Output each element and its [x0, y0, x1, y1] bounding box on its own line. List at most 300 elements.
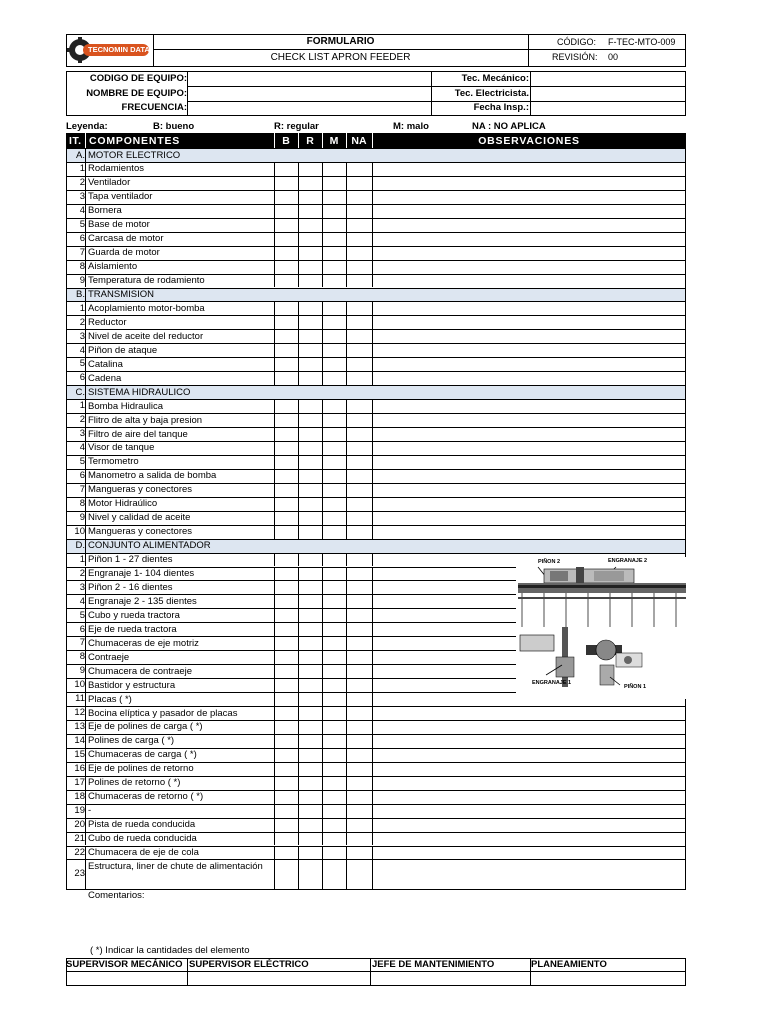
check-cell-r[interactable]: [299, 735, 321, 747]
check-cell-m[interactable]: [323, 428, 345, 440]
item-component: Rodamientos: [88, 163, 144, 175]
check-cell-r[interactable]: [299, 163, 321, 175]
check-cell-na[interactable]: [347, 330, 371, 342]
check-cell-m[interactable]: [323, 609, 345, 621]
check-cell-r[interactable]: [299, 693, 321, 705]
check-cell-m[interactable]: [323, 219, 345, 231]
legend-malo: M: malo: [393, 121, 429, 132]
check-cell-b[interactable]: [275, 484, 297, 496]
check-cell-m[interactable]: [323, 205, 345, 217]
check-cell-r[interactable]: [299, 498, 321, 510]
check-cell-na[interactable]: [347, 358, 371, 370]
check-cell-b[interactable]: [275, 442, 297, 454]
check-cell-na[interactable]: [347, 763, 371, 775]
check-cell-b[interactable]: [275, 400, 297, 412]
check-cell-b[interactable]: [275, 637, 297, 649]
check-cell-m[interactable]: [323, 777, 345, 789]
item-number: 19: [74, 804, 85, 816]
item-number: 1: [79, 163, 85, 175]
check-cell-r[interactable]: [299, 372, 321, 384]
check-cell-r[interactable]: [299, 456, 321, 468]
check-cell-r[interactable]: [299, 205, 321, 217]
check-cell-na[interactable]: [347, 414, 371, 426]
check-cell-na[interactable]: [347, 623, 371, 635]
observaciones-cell[interactable]: [373, 233, 685, 245]
check-cell-b[interactable]: [275, 205, 297, 217]
check-cell-na[interactable]: [347, 191, 371, 203]
form-label: FORMULARIO: [306, 36, 375, 47]
check-cell-m[interactable]: [323, 554, 345, 566]
check-cell-b[interactable]: [275, 177, 297, 189]
check-cell-na[interactable]: [347, 665, 371, 677]
check-cell-m[interactable]: [323, 665, 345, 677]
check-cell-r[interactable]: [299, 470, 321, 482]
check-cell-m[interactable]: [323, 163, 345, 175]
observaciones-cell[interactable]: [373, 344, 685, 356]
check-cell-b[interactable]: [275, 261, 297, 273]
check-cell-b[interactable]: [275, 665, 297, 677]
label-pinon2: PIÑON 2: [538, 559, 561, 565]
check-cell-r[interactable]: [299, 526, 321, 538]
check-cell-na[interactable]: [347, 177, 371, 189]
section-letter: B.: [76, 289, 85, 300]
check-cell-b[interactable]: [275, 595, 297, 607]
check-cell-b[interactable]: [275, 707, 297, 719]
check-cell-r[interactable]: [299, 261, 321, 273]
item-component: Mangueras y conectores: [88, 526, 193, 538]
check-cell-m[interactable]: [323, 470, 345, 482]
check-cell-m[interactable]: [323, 177, 345, 189]
check-cell-m[interactable]: [323, 358, 345, 370]
item-component: Bornera: [88, 205, 122, 217]
observaciones-cell[interactable]: [373, 860, 685, 887]
tec-electricista-field[interactable]: [531, 87, 685, 100]
check-cell-na[interactable]: [347, 484, 371, 496]
check-cell-b[interactable]: [275, 163, 297, 175]
item-number: 2: [79, 414, 85, 426]
item-component: Eje de rueda tractora: [88, 623, 177, 635]
observaciones-cell[interactable]: [373, 177, 685, 189]
check-cell-na[interactable]: [347, 428, 371, 440]
check-cell-r[interactable]: [299, 623, 321, 635]
item-component: Motor Hidraúlico: [88, 498, 158, 510]
observaciones-cell[interactable]: [373, 456, 685, 468]
check-cell-na[interactable]: [347, 554, 371, 566]
item-number: 3: [79, 330, 85, 342]
item-component: Cadena: [88, 372, 122, 384]
section-letter: D.: [75, 540, 85, 552]
check-cell-b[interactable]: [275, 428, 297, 440]
check-cell-m[interactable]: [323, 679, 345, 691]
col-observaciones: OBSERVACIONES: [478, 135, 580, 147]
check-cell-b[interactable]: [275, 651, 297, 663]
check-cell-b[interactable]: [275, 735, 297, 747]
check-cell-na[interactable]: [347, 470, 371, 482]
observaciones-cell[interactable]: [373, 247, 685, 259]
item-number: 4: [79, 344, 85, 356]
check-cell-na[interactable]: [347, 219, 371, 231]
observaciones-cell[interactable]: [373, 833, 685, 845]
observaciones-cell[interactable]: [373, 191, 685, 203]
observaciones-cell[interactable]: [373, 358, 685, 370]
codigo-equipo-field[interactable]: [188, 72, 430, 85]
check-cell-m[interactable]: [323, 526, 345, 538]
item-number: 4: [79, 595, 85, 607]
check-cell-m[interactable]: [323, 749, 345, 761]
check-cell-na[interactable]: [347, 679, 371, 691]
check-cell-m[interactable]: [323, 860, 345, 887]
check-cell-b[interactable]: [275, 219, 297, 231]
check-cell-b[interactable]: [275, 344, 297, 356]
comentarios-field[interactable]: [88, 903, 686, 939]
check-cell-m[interactable]: [323, 651, 345, 663]
item-component: Chumaceras de eje motriz: [88, 637, 199, 649]
check-cell-r[interactable]: [299, 316, 321, 328]
item-component: Bocina elíptica y pasador de placas: [88, 707, 238, 719]
check-cell-b[interactable]: [275, 358, 297, 370]
check-cell-m[interactable]: [323, 247, 345, 259]
check-cell-m[interactable]: [323, 721, 345, 733]
observaciones-cell[interactable]: [373, 470, 685, 482]
item-number: 9: [79, 511, 85, 523]
check-cell-m[interactable]: [323, 805, 345, 817]
check-cell-b[interactable]: [275, 554, 297, 566]
item-component: Chumaceras de retorno ( *): [88, 791, 204, 803]
check-cell-r[interactable]: [299, 721, 321, 733]
observaciones-cell[interactable]: [373, 163, 685, 175]
check-cell-b[interactable]: [275, 470, 297, 482]
check-cell-b[interactable]: [275, 777, 297, 789]
check-cell-r[interactable]: [299, 819, 321, 831]
check-cell-r[interactable]: [299, 637, 321, 649]
sig-planeamiento: PLANEAMIENTO: [531, 959, 607, 970]
check-cell-na[interactable]: [347, 637, 371, 649]
check-cell-r[interactable]: [299, 679, 321, 691]
observaciones-cell[interactable]: [373, 512, 685, 524]
item-number: 4: [79, 442, 85, 454]
check-cell-na[interactable]: [347, 693, 371, 705]
codigo-value: F-TEC-MTO-009: [608, 37, 676, 47]
item-component: Flitro de alta y baja presion: [88, 414, 203, 426]
check-cell-r[interactable]: [299, 442, 321, 454]
check-cell-na[interactable]: [347, 456, 371, 468]
check-cell-b[interactable]: [275, 526, 297, 538]
check-cell-na[interactable]: [347, 498, 371, 510]
revision-value: 00: [608, 52, 619, 62]
item-number: 8: [79, 497, 85, 509]
sig-field-planeamiento[interactable]: [531, 972, 685, 985]
check-cell-b[interactable]: [275, 414, 297, 426]
observaciones-cell[interactable]: [373, 763, 685, 775]
item-component: Temperatura de rodamiento: [88, 275, 205, 287]
check-cell-na[interactable]: [347, 344, 371, 356]
check-cell-r[interactable]: [299, 275, 321, 287]
check-cell-na[interactable]: [347, 860, 371, 887]
check-cell-m[interactable]: [323, 763, 345, 775]
check-cell-b[interactable]: [275, 833, 297, 845]
form-title: CHECK LIST APRON FEEDER: [270, 52, 411, 63]
check-cell-b[interactable]: [275, 805, 297, 817]
check-cell-m[interactable]: [323, 372, 345, 384]
item-number: 3: [79, 191, 85, 203]
item-component: Pista de rueda conducida: [88, 819, 196, 831]
check-cell-r[interactable]: [299, 847, 321, 859]
check-cell-r[interactable]: [299, 833, 321, 845]
check-cell-m[interactable]: [323, 344, 345, 356]
item-number: 6: [79, 232, 85, 244]
check-cell-r[interactable]: [299, 233, 321, 245]
observaciones-cell[interactable]: [373, 749, 685, 761]
observaciones-cell[interactable]: [373, 275, 685, 287]
nombre-equipo-label: NOMBRE DE EQUIPO:: [86, 88, 187, 99]
check-cell-m[interactable]: [323, 191, 345, 203]
check-cell-m[interactable]: [323, 498, 345, 510]
check-cell-r[interactable]: [299, 344, 321, 356]
item-number: 6: [79, 372, 85, 384]
nombre-equipo-field[interactable]: [188, 87, 430, 100]
check-cell-r[interactable]: [299, 595, 321, 607]
check-cell-m[interactable]: [323, 623, 345, 635]
check-cell-na[interactable]: [347, 372, 371, 384]
item-number: 6: [79, 623, 85, 635]
check-cell-na[interactable]: [347, 400, 371, 412]
col-componentes: COMPONENTES: [89, 135, 181, 147]
check-cell-b[interactable]: [275, 860, 297, 887]
observaciones-cell[interactable]: [373, 735, 685, 747]
check-cell-na[interactable]: [347, 609, 371, 621]
check-cell-na[interactable]: [347, 707, 371, 719]
check-cell-r[interactable]: [299, 358, 321, 370]
check-cell-r[interactable]: [299, 554, 321, 566]
item-number: 22: [74, 846, 85, 858]
item-component: Nivel y calidad de aceite: [88, 512, 191, 524]
check-cell-b[interactable]: [275, 330, 297, 342]
check-cell-m[interactable]: [323, 847, 345, 859]
check-cell-na[interactable]: [347, 749, 371, 761]
check-cell-b[interactable]: [275, 456, 297, 468]
check-cell-na[interactable]: [347, 302, 371, 314]
check-cell-na[interactable]: [347, 205, 371, 217]
comentarios-label: Comentarios:: [88, 890, 145, 901]
check-cell-na[interactable]: [347, 275, 371, 287]
observaciones-cell[interactable]: [373, 526, 685, 538]
check-cell-m[interactable]: [323, 233, 345, 245]
observaciones-cell[interactable]: [373, 484, 685, 496]
check-cell-r[interactable]: [299, 581, 321, 593]
check-cell-b[interactable]: [275, 233, 297, 245]
check-cell-m[interactable]: [323, 693, 345, 705]
observaciones-cell[interactable]: [373, 777, 685, 789]
check-cell-na[interactable]: [347, 595, 371, 607]
fecha-insp-field[interactable]: [531, 102, 685, 115]
check-cell-m[interactable]: [323, 568, 345, 580]
check-cell-m[interactable]: [323, 595, 345, 607]
check-cell-m[interactable]: [323, 456, 345, 468]
item-number: 14: [74, 735, 85, 747]
check-cell-m[interactable]: [323, 833, 345, 845]
section-title: MOTOR ELECTRICO: [88, 149, 181, 161]
observaciones-cell[interactable]: [373, 302, 685, 314]
item-number: 21: [74, 832, 85, 844]
check-cell-r[interactable]: [299, 763, 321, 775]
frecuencia-field[interactable]: [188, 102, 430, 115]
check-cell-na[interactable]: [347, 721, 371, 733]
tec-mecanico-field[interactable]: [531, 72, 685, 85]
check-cell-r[interactable]: [299, 512, 321, 524]
check-cell-m[interactable]: [323, 316, 345, 328]
check-cell-r[interactable]: [299, 568, 321, 580]
check-cell-r[interactable]: [299, 247, 321, 259]
check-cell-na[interactable]: [347, 581, 371, 593]
observaciones-cell[interactable]: [373, 819, 685, 831]
item-number: 5: [79, 218, 85, 230]
check-cell-r[interactable]: [299, 777, 321, 789]
item-number: 20: [74, 818, 85, 830]
check-cell-b[interactable]: [275, 512, 297, 524]
check-cell-r[interactable]: [299, 860, 321, 887]
item-component: Bomba Hidraulica: [88, 400, 163, 412]
check-cell-b[interactable]: [275, 302, 297, 314]
check-cell-na[interactable]: [347, 735, 371, 747]
check-cell-na[interactable]: [347, 651, 371, 663]
check-cell-b[interactable]: [275, 247, 297, 259]
check-cell-r[interactable]: [299, 791, 321, 803]
check-cell-m[interactable]: [323, 275, 345, 287]
check-cell-na[interactable]: [347, 791, 371, 803]
check-cell-na[interactable]: [347, 233, 371, 245]
check-cell-na[interactable]: [347, 261, 371, 273]
observaciones-cell[interactable]: [373, 414, 685, 426]
check-cell-r[interactable]: [299, 707, 321, 719]
check-cell-b[interactable]: [275, 623, 297, 635]
check-cell-b[interactable]: [275, 372, 297, 384]
check-cell-r[interactable]: [299, 191, 321, 203]
item-component: Chumacera de contraeje: [88, 665, 193, 677]
observaciones-cell[interactable]: [373, 261, 685, 273]
check-cell-b[interactable]: [275, 721, 297, 733]
check-cell-b[interactable]: [275, 679, 297, 691]
check-cell-r[interactable]: [299, 749, 321, 761]
observaciones-cell[interactable]: [373, 847, 685, 859]
sig-field-electrico[interactable]: [188, 972, 369, 985]
check-cell-na[interactable]: [347, 805, 371, 817]
item-number: 1: [79, 302, 85, 314]
section-letter: A.: [76, 149, 85, 161]
check-cell-b[interactable]: [275, 581, 297, 593]
sig-supervisor-electrico: SUPERVISOR ELÉCTRICO: [189, 959, 309, 970]
check-cell-m[interactable]: [323, 414, 345, 426]
item-number: 10: [74, 679, 85, 691]
check-cell-b[interactable]: [275, 609, 297, 621]
check-cell-m[interactable]: [323, 484, 345, 496]
item-component: Polines de carga ( *): [88, 735, 175, 747]
item-number: 7: [79, 484, 85, 496]
observaciones-cell[interactable]: [373, 721, 685, 733]
check-cell-na[interactable]: [347, 526, 371, 538]
check-cell-na[interactable]: [347, 847, 371, 859]
observaciones-cell[interactable]: [373, 219, 685, 231]
check-cell-m[interactable]: [323, 819, 345, 831]
observaciones-cell[interactable]: [373, 707, 685, 719]
check-cell-m[interactable]: [323, 581, 345, 593]
sig-field-mecanico[interactable]: [67, 972, 186, 985]
check-cell-na[interactable]: [347, 568, 371, 580]
check-cell-na[interactable]: [347, 512, 371, 524]
check-cell-r[interactable]: [299, 302, 321, 314]
check-cell-r[interactable]: [299, 428, 321, 440]
check-cell-na[interactable]: [347, 247, 371, 259]
codigo-label: CÓDIGO:: [557, 37, 597, 47]
item-number: 5: [79, 358, 85, 370]
check-cell-b[interactable]: [275, 316, 297, 328]
observaciones-cell[interactable]: [373, 428, 685, 440]
col-na: NA: [351, 135, 367, 147]
check-cell-r[interactable]: [299, 651, 321, 663]
check-cell-b[interactable]: [275, 191, 297, 203]
observaciones-cell[interactable]: [373, 498, 685, 510]
check-cell-na[interactable]: [347, 442, 371, 454]
check-cell-b[interactable]: [275, 847, 297, 859]
check-cell-r[interactable]: [299, 414, 321, 426]
check-cell-m[interactable]: [323, 707, 345, 719]
check-cell-m[interactable]: [323, 442, 345, 454]
check-cell-b[interactable]: [275, 498, 297, 510]
check-cell-na[interactable]: [347, 316, 371, 328]
check-cell-r[interactable]: [299, 400, 321, 412]
check-cell-r[interactable]: [299, 805, 321, 817]
item-number: 9: [79, 665, 85, 677]
item-number: 23: [74, 868, 85, 880]
check-cell-r[interactable]: [299, 484, 321, 496]
observaciones-cell[interactable]: [373, 791, 685, 803]
sig-field-jefe[interactable]: [371, 972, 529, 985]
observaciones-cell[interactable]: [373, 400, 685, 412]
sig-jefe-mantenimiento: JEFE DE MANTENIMIENTO: [372, 959, 495, 970]
check-cell-b[interactable]: [275, 819, 297, 831]
check-cell-m[interactable]: [323, 302, 345, 314]
observaciones-cell[interactable]: [373, 372, 685, 384]
check-cell-na[interactable]: [347, 163, 371, 175]
check-cell-m[interactable]: [323, 735, 345, 747]
observaciones-cell[interactable]: [373, 330, 685, 342]
check-cell-b[interactable]: [275, 693, 297, 705]
observaciones-cell[interactable]: [373, 805, 685, 817]
check-cell-m[interactable]: [323, 330, 345, 342]
check-cell-m[interactable]: [323, 791, 345, 803]
check-cell-na[interactable]: [347, 777, 371, 789]
check-cell-b[interactable]: [275, 749, 297, 761]
check-cell-r[interactable]: [299, 177, 321, 189]
check-cell-r[interactable]: [299, 219, 321, 231]
check-cell-b[interactable]: [275, 275, 297, 287]
check-cell-b[interactable]: [275, 763, 297, 775]
item-component: Piñon 1 - 27 dientes: [88, 554, 173, 566]
check-cell-na[interactable]: [347, 819, 371, 831]
observaciones-cell[interactable]: [373, 316, 685, 328]
check-cell-r[interactable]: [299, 665, 321, 677]
check-cell-r[interactable]: [299, 609, 321, 621]
check-cell-na[interactable]: [347, 833, 371, 845]
check-cell-b[interactable]: [275, 568, 297, 580]
check-cell-r[interactable]: [299, 330, 321, 342]
check-cell-m[interactable]: [323, 400, 345, 412]
check-cell-m[interactable]: [323, 637, 345, 649]
observaciones-cell[interactable]: [373, 442, 685, 454]
check-cell-m[interactable]: [323, 512, 345, 524]
check-cell-b[interactable]: [275, 791, 297, 803]
check-cell-m[interactable]: [323, 261, 345, 273]
observaciones-cell[interactable]: [373, 205, 685, 217]
